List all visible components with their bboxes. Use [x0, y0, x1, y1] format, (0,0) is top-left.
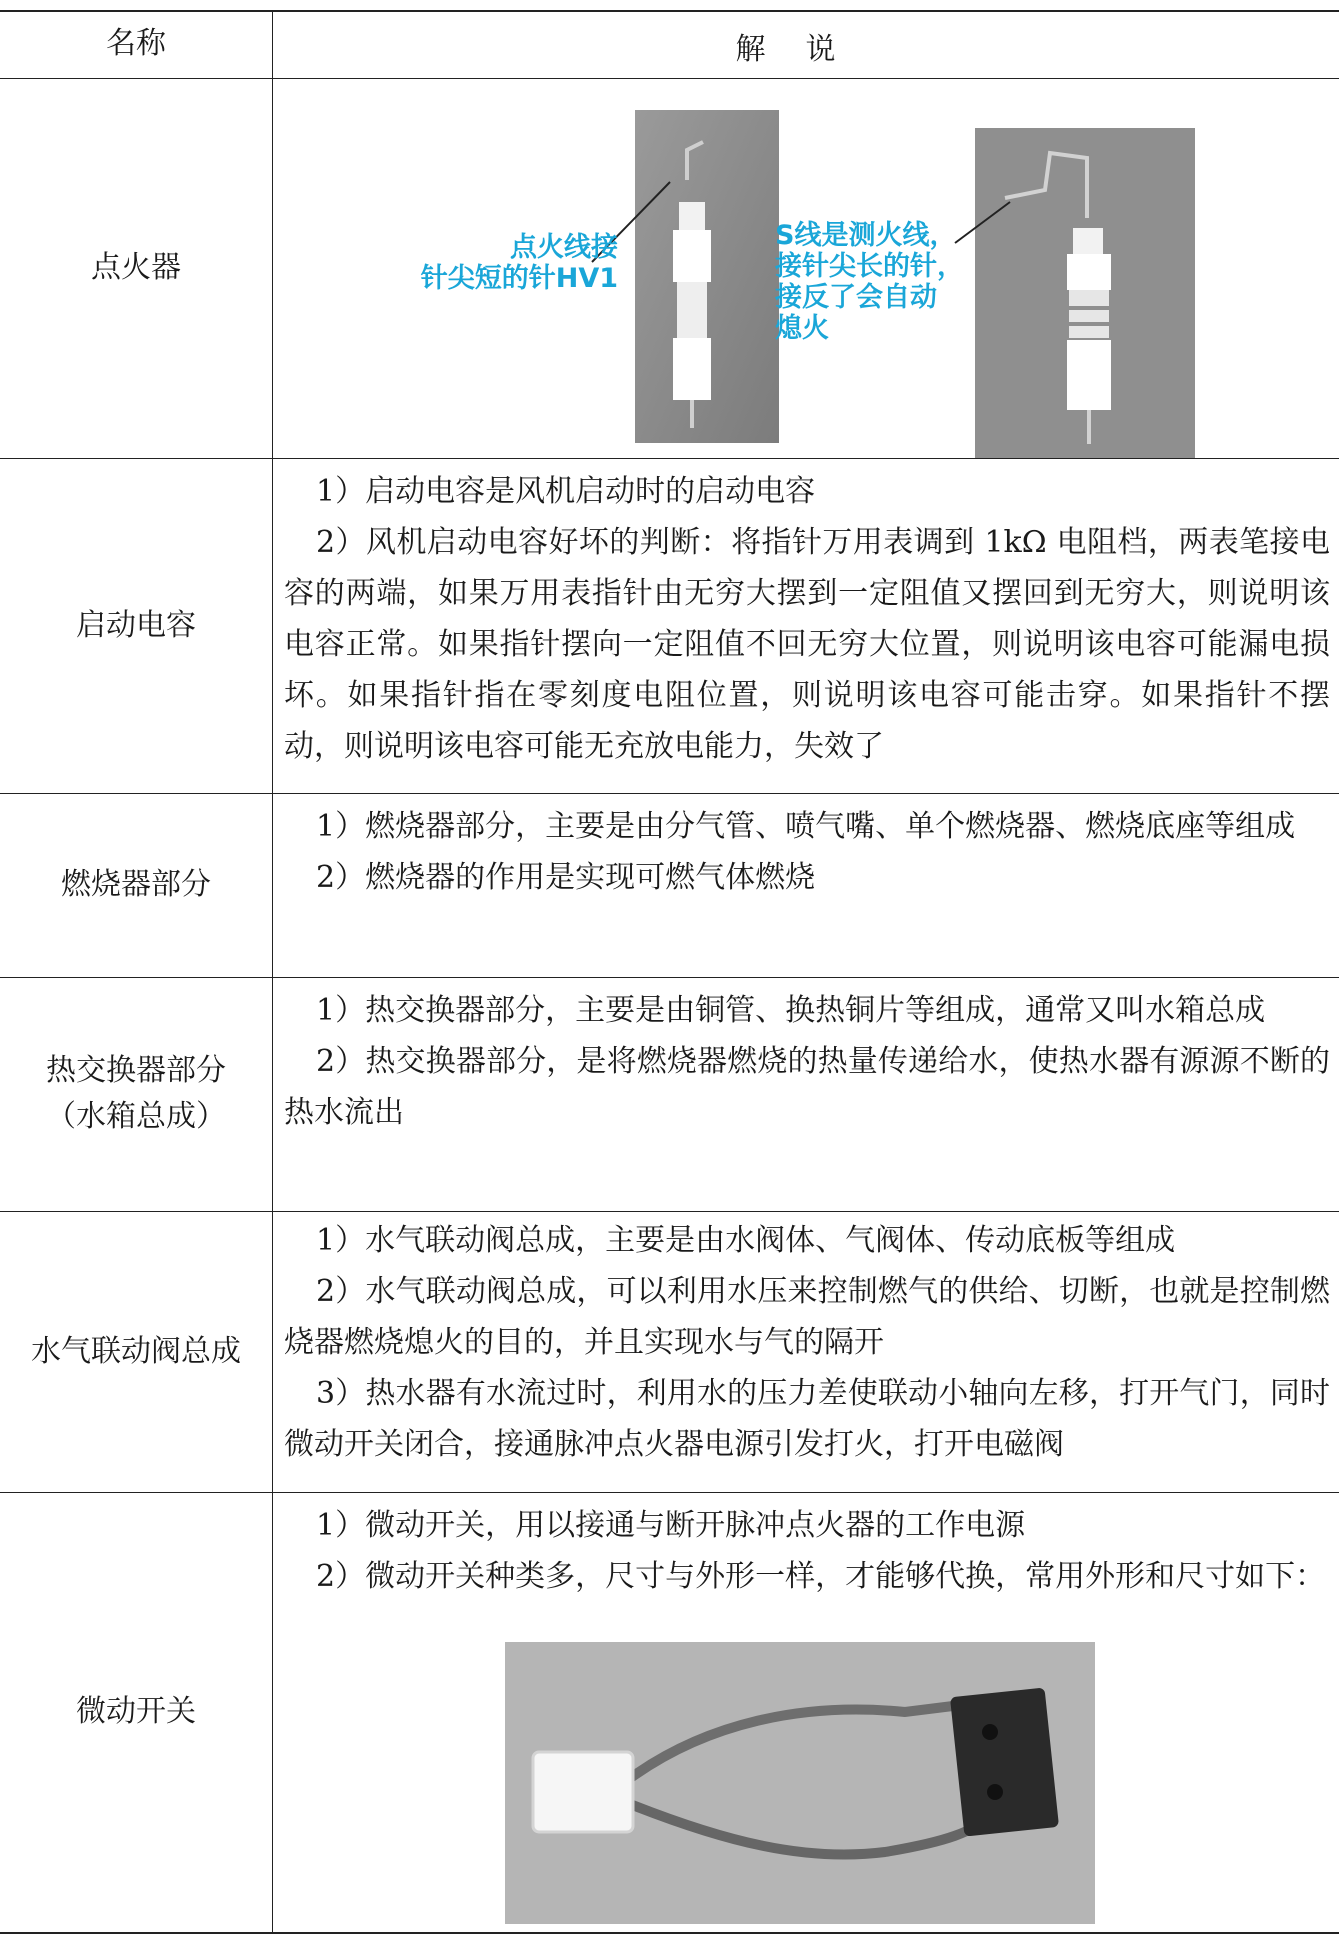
desc-item: 1）燃烧器部分，主要是由分气管、喷气嘴、单个燃烧器、燃烧底座等组成 — [316, 809, 1296, 844]
row-name-water-gas-valve: 水气联动阀总成 — [31, 1333, 241, 1369]
desc-item: 1）水气联动阀总成，主要是由水阀体、气阀体、传动底板等组成 — [316, 1223, 1176, 1258]
callout-line: 接针尖长的针， — [775, 251, 964, 282]
desc-item: 2）微动开关种类多，尺寸与外形一样，才能够代换，常用外形和尺寸如下： — [316, 1559, 1326, 1594]
desc-item: 1）启动电容是风机启动时的启动电容 — [316, 474, 816, 509]
callout-line: 接反了会自动 — [775, 282, 937, 313]
desc-item: 1）热交换器部分，主要是由铜管、换热铜片等组成，通常又叫水箱总成 — [316, 993, 1266, 1028]
desc-item: 2）燃烧器的作用是实现可燃气体燃烧 — [316, 860, 816, 895]
row-name-start-capacitor: 启动电容 — [76, 607, 196, 643]
table-bottom-rule — [0, 1932, 1339, 1934]
row-name-micro-switch: 微动开关 — [76, 1694, 196, 1729]
header-desc-cell: 解说 — [735, 32, 876, 67]
row-name-igniter: 点火器 — [91, 250, 181, 285]
desc-item: 2）水气联动阀总成，可以利用水压来控制燃气的供给、切断，也就是控制燃烧器燃烧熄火的目的，并且实现水与气的隔开 — [284, 1274, 1330, 1360]
row-desc-heat-exchanger — [284, 985, 1330, 1138]
header-name-cell: 名称 — [106, 26, 166, 61]
callout-sensing-wire — [775, 220, 975, 344]
row-desc-water-gas-valve — [284, 1215, 1330, 1470]
callout-ignition-wire — [418, 232, 618, 294]
row-name-heat-exchanger — [0, 977, 272, 1211]
name-line: （水箱总成） — [46, 1099, 226, 1134]
callout-line: 熄火 — [775, 313, 829, 344]
desc-item: 2）热交换器部分，是将燃烧器燃烧的热量传递给水，使热水器有源源不断的热水流出 — [284, 1044, 1330, 1130]
desc-item: 2）风机启动电容好坏的判断：将指针万用表调到 1kΩ 电阻档，两表笔接电容的两端，如果万用表指针由无穷大摆到一定阻值又摆回到无穷大，则说明该电容正常。如果指针摆向一定阻值不回无穷大位置，则说明该电容可能漏电损坏。如果指针指在零刻度电阻位置，则说明该电容可能击穿。如果指针不摆动，则说明该电容可能无充放电能力，失效了 — [284, 525, 1330, 764]
row-desc-micro-switch — [284, 1500, 1330, 1602]
desc-item: 3）热水器有水流过时，利用水的压力差使联动小轴向左移，打开气门，同时微动开关闭合，接通脉冲点火器电源引发打火，打开电磁阀 — [284, 1376, 1330, 1462]
callout-line: 点火线接 — [510, 232, 618, 263]
name-line: 热交换器部分 — [46, 1053, 226, 1088]
callout-line: S线是测火线， — [775, 220, 957, 251]
row-name-burner: 燃烧器部分 — [61, 867, 211, 902]
row-desc-burner — [284, 801, 1330, 903]
callout-leader-lines — [0, 10, 1339, 470]
callout-line: 针尖短的针HV1 — [420, 263, 618, 294]
micro-switch-photo — [505, 1642, 1095, 1924]
component-table — [0, 10, 1339, 1934]
desc-item: 1）微动开关，用以接通与断开脉冲点火器的工作电源 — [316, 1508, 1026, 1543]
row-desc-start-capacitor — [284, 466, 1330, 772]
